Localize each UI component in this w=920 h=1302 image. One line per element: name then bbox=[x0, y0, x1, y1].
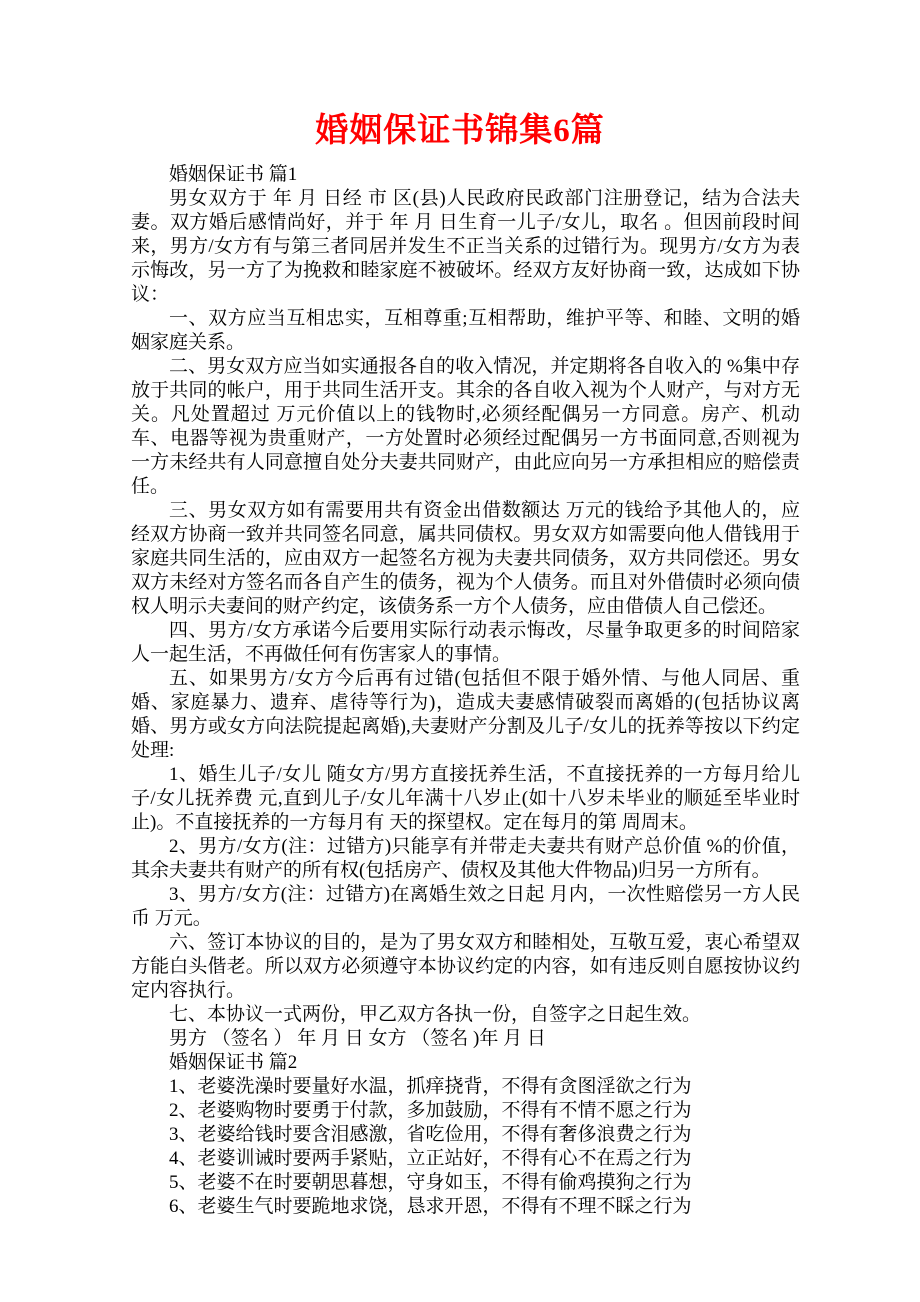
paragraph: 男方 （签名 ） 年 月 日 女方 （签名 )年 月 日 bbox=[169, 1028, 546, 1049]
paragraph: 3、男方/女方(注：过错方)在离婚生效之日起 月内，一次性赔偿另一方人民币 万元。 bbox=[131, 884, 800, 929]
paragraph: 2、男方/女方(注：过错方)只能享有并带走夫妻共有财产总价值 %的价值，其余夫妻共有财产的所有权(包括房产、债权及其他大件物品)归另一方所有。 bbox=[131, 836, 800, 881]
paragraph: 三、男女双方如有需要用共有资金出借数额达 万元的钱给予其他人的，应经双方协商一致并共同签名同意，属共同债权。男女双方如需要向他人借钱用于家庭共同生活的，应由双方一起签名方视为夫妻共同债务，双方共同偿还。男女双方未经对方签名而各自产生的债务，视为个人债务。而且对外借债时必须向债权人明示夫妻间的财产约定，该债务系一方个人债务，应由借债人自己偿还。 bbox=[131, 500, 800, 617]
paragraph: 1、婚生儿子/女儿 随女方/男方直接抚养生活，不直接抚养的一方每月给儿子/女儿抚养费 元,直到儿子/女儿年满十八岁止(如十八岁未毕业的顺延至毕业时止)。不直接抚养的一方每月有 天的探望权。定在每月的第 周周末。 bbox=[131, 764, 800, 833]
paragraph: 六、签订本协议的目的，是为了男女双方和睦相处，互敬互爱，衷心希望双方能白头偕老。所以双方必须遵守本协议约定的内容，如有违反则自愿按协议约定内容执行。 bbox=[131, 932, 800, 1001]
document-title: 婚姻保证书锦集6篇 bbox=[315, 113, 605, 149]
paragraph: 男女双方于 年 月 日经 市 区(县)人民政府民政部门注册登记，结为合法夫妻。双方婚后感情尚好，并于 年 月 日生育一儿子/女儿，取名 。但因前段时间来，男方/女方有与第三者同居并发生不正当关系的过错行为。现男方/女方为表示悔改，另一方了为挽救和睦家庭不被破坏。经双方友好协商一致，达成如下协议： bbox=[131, 188, 800, 305]
paragraph: 6、老婆生气时要跪地求饶，恳求开恩，不得有不理不睬之行为 bbox=[169, 1196, 692, 1217]
paragraph: 一、双方应当互相忠实，互相尊重;互相帮助，维护平等、和睦、文明的婚姻家庭关系。 bbox=[131, 308, 800, 353]
paragraph: 七、本协议一式两份，甲乙双方各执一份，自签字之日起生效。 bbox=[169, 1004, 702, 1025]
paragraph: 四、男方/女方承诺今后要用实际行动表示悔改，尽量争取更多的时间陪家人一起生活，不再做任何有伤害家人的事情。 bbox=[131, 620, 800, 665]
paragraph: 4、老婆训诫时要两手紧贴，立正站好，不得有心不在焉之行为 bbox=[169, 1148, 692, 1169]
paragraph: 5、老婆不在时要朝思暮想，守身如玉，不得有偷鸡摸狗之行为 bbox=[169, 1172, 692, 1193]
paragraph: 3、老婆给钱时要含泪感激，省吃俭用，不得有奢侈浪费之行为 bbox=[169, 1124, 692, 1145]
paragraph: 婚姻保证书 篇1 bbox=[169, 164, 298, 185]
document-body bbox=[0, 163, 800, 1219]
paragraph: 二、男女双方应当如实通报各自的收入情况，并定期将各自收入的 %集中存放于共同的帐户，用于共同生活开支。其余的各自收入视为个人财产，与对方无关。凡处置超过 万元价值以上的钱物时,必须经配偶另一方同意。房产、机动车、电器等视为贵重财产，一方处置时必须经过配偶另一方书面同意,否则视为一方未经共有人同意擅自处分夫妻共同财产，由此应向另一方承担相应的赔偿责任。 bbox=[131, 356, 800, 497]
paragraph: 婚姻保证书 篇2 bbox=[169, 1052, 298, 1073]
paragraph: 五、如果男方/女方今后再有过错(包括但不限于婚外情、与他人同居、重婚、家庭暴力、遗弃、虐待等行为)，造成夫妻感情破裂而离婚的(包括协议离婚、男方或女方向法院提起离婚),夫妻财产分割及儿子/女儿的抚养等按以下约定处理: bbox=[131, 668, 800, 761]
paragraph: 2、老婆购物时要勇于付款，多加鼓励，不得有不情不愿之行为 bbox=[169, 1100, 692, 1121]
paragraph: 1、老婆洗澡时要量好水温，抓痒挠背，不得有贪图淫欲之行为 bbox=[169, 1076, 692, 1097]
